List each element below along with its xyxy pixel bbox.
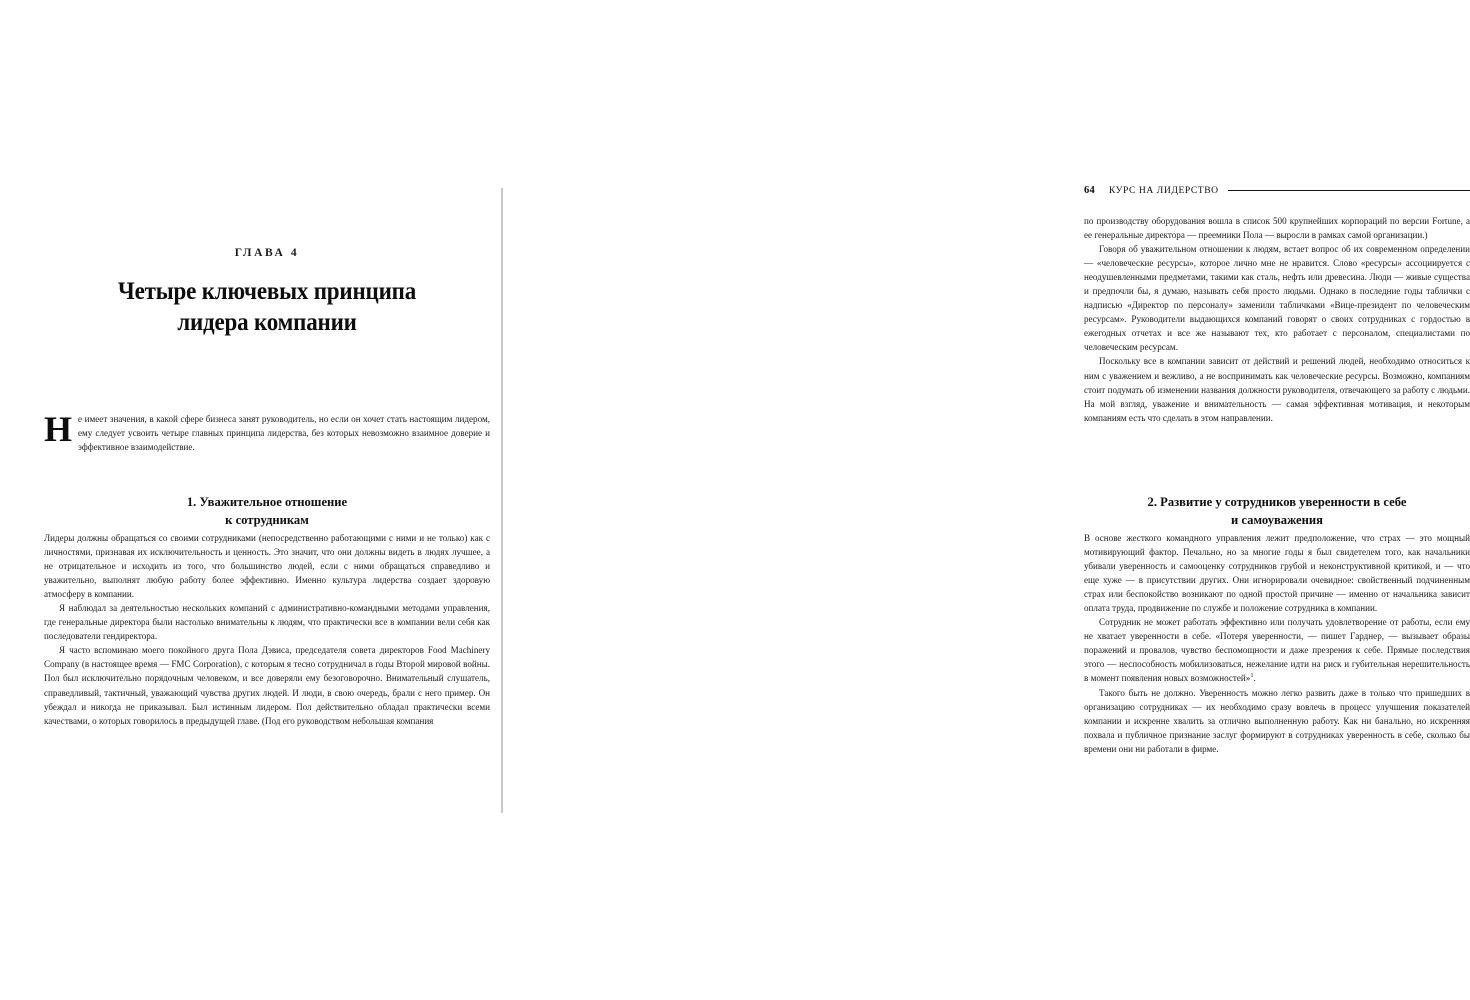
left-page (0, 0, 500, 1000)
paragraph: Такого быть не должно. Уверенность можно легко развить даже в только что пришедших в организацию сотрудниках — их необходимо сразу вовлечь в процесс улучшения показателей компании и искренне хвалить за отлично выполненную работу. Как ни банально, но искренняя похвала и публичное признание заслуг формируют в сотрудниках уверенность в себе, сколько бы времени они ни работали в фирме. (1084, 687, 1470, 754)
paragraph: Говоря об уважительном отношении к людям, встает вопрос об их современном определении — «человеческие ресурсы», которое лично мне не нравится. Слово «ресурсы» ассоциируется с неодушевленными предметами, такими как сталь, нефть или древесина. Люди — живые существа и предпочли бы, я думаю, называть себя просто людьми. Однако в последние годы таблички с надписью «Директор по персоналу» заменили табличками «Вице-президент по человеческим ресурсам». Руководители выдающихся компаний говорят о своих сотрудниках с гордостью в ежегодных отчетах и все же называют тех, кто работает с персоналом, специалистами по человеческим ресурсам. (1084, 244, 1470, 353)
running-head (1084, 183, 1470, 197)
section-heading-right (1084, 494, 1470, 529)
footnote-marker: 1 (1250, 672, 1254, 680)
paragraph: по производству оборудования вошла в список 500 крупнейших корпораций по версии Fortune, а ее генеральные директора — преемники Пола — выросли в рамках самой организации.) (1084, 216, 1470, 241)
section-heading-left (44, 494, 490, 529)
paragraph: Поскольку все в компании зависит от действий и решений людей, необходимо относиться к ним с уважением и вежливо, а не воспринимать как человеческие ресурсы. Возможно, компаниям стоит подумать об изменении названия должности руководителя, отвечающего за работу с людьми. На мой взгляд, уважение и внимательность — самая эффективная мотивация, и некоторым компаниям есть что сделать в этом направлении. (1084, 356, 1470, 423)
page-number: 64 (1084, 184, 1095, 196)
paragraph: Я часто вспоминаю моего покойного друга Пола Дэвиса, председателя совета директоров Food Machinery Company (в настоящее время — FMC Corporation), с которым я тесно сотрудничал в годы Второй мировой войны. Пол был исключительно порядочным человеком, и все доверяли ему безоговорочно. Внимательный слушатель, справедливый, тактичный, уважающий чувства других людей. И люди, в свою очередь, брали с него пример. Он убеждал и никогда не приказывал. Был истинным лидером. Пол действительно обладал практически всеми качествами, о которых говорилось в предыдущей главе. (Под его руководством небольшая компания (44, 645, 490, 726)
chapter-label: ГЛАВА 4 (234, 247, 300, 259)
opening-paragraph (44, 409, 490, 454)
paragraph: В основе жесткого командного управления лежит предположение, что страх — это мощный мотивирующий фактор. Печально, но за многие годы я был свидетелем того, как начальники убивали уверенность и самооценку сотрудников грубой и неконструктивной критикой, и — что еще хуже — в присутствии других. Они игнорировали очевидное: свойственный подчиненным страх или беспокойство возникают по одной простой причине — именно от начальника зависит оплата труда, продвижение по службе и положение сотрудника в компании. (1084, 533, 1470, 614)
right-column-top (1084, 214, 1470, 425)
chapter-title-line-1: Четыре ключевых принципа (117, 278, 417, 305)
opening-paragraph-text: е имеет значения, в какой сфере бизнеса занят руководитель, но если он хочет стать настоящим лидером, ему следует усвоить четыре главных принципа лидерства, без которых невозможно взаимное доверие и эффективное взаимодействие. (78, 414, 490, 453)
right-page (500, 0, 1470, 1000)
paragraph: Сотрудник не может работать эффективно или получать удовлетворение от работы, если ему не хватает уверенности в себе. «Потеря уверенности, — пишет Гарднер, — вызывает образы поражений и провалов, чувство беспомощности и даже презрения к себе. Прямые последствия этого — неспособность мобилизоваться, нежелание идти на риск и губительная нерешительность в момент появления новых возможностей»$^1$. (1084, 617, 1470, 684)
left-column-body (44, 531, 490, 728)
running-head-title: КУРС НА ЛИДЕРСТВО (1108, 184, 1219, 196)
section-heading-right-line-2: и самоуважения (1231, 512, 1323, 527)
right-column-bottom (1084, 531, 1470, 756)
section-heading-left-line-2: к сотрудникам (225, 512, 309, 527)
paragraph: Лидеры должны обращаться со своими сотрудниками (непосредственно работающими с ними и не только) как с личностями, признавая их исключительность и ценность. Это значит, что они должны видеть в людях лучшее, а не отрицательное и исходить из того, что большинство людей, если с ними обращаться справедливо и уважительно, выполнят любую работу более эффективно. Именно культура лидерства создает здоровую атмосферу в компании. (44, 533, 490, 600)
paragraph: Я наблюдал за деятельностью нескольких компаний с административно-командными методами управления, где генеральные директора были настолько внимательны к людям, что практически все в компании вели себя как последователи гендиректора. (44, 603, 490, 642)
chapter-title-line-2: лидера компании (177, 309, 357, 336)
running-head-rule (1228, 190, 1470, 192)
left-column-opening (44, 409, 490, 454)
paragraph-text: Сотрудник не может работать эффективно или получать удовлетворение от работы, если ему не хватает уверенности в себе. «Потеря уверенности, — пишет Гарднер, — вызывает образы поражений и провалов, чувство беспомощности и даже презрения к себе. Прямые последствия этого — неспособность мобилизоваться, нежелание идти на риск и губительная нерешительность в момент появления новых возможностей» (1084, 617, 1470, 684)
drop-cap: Н (44, 409, 73, 449)
section-heading-left-line-1: 1. Уважительное отношение (186, 495, 348, 509)
chapter-title (62, 276, 472, 338)
section-heading-right-line-1: 2. Развитие у сотрудников уверенности в себе (1147, 495, 1407, 509)
